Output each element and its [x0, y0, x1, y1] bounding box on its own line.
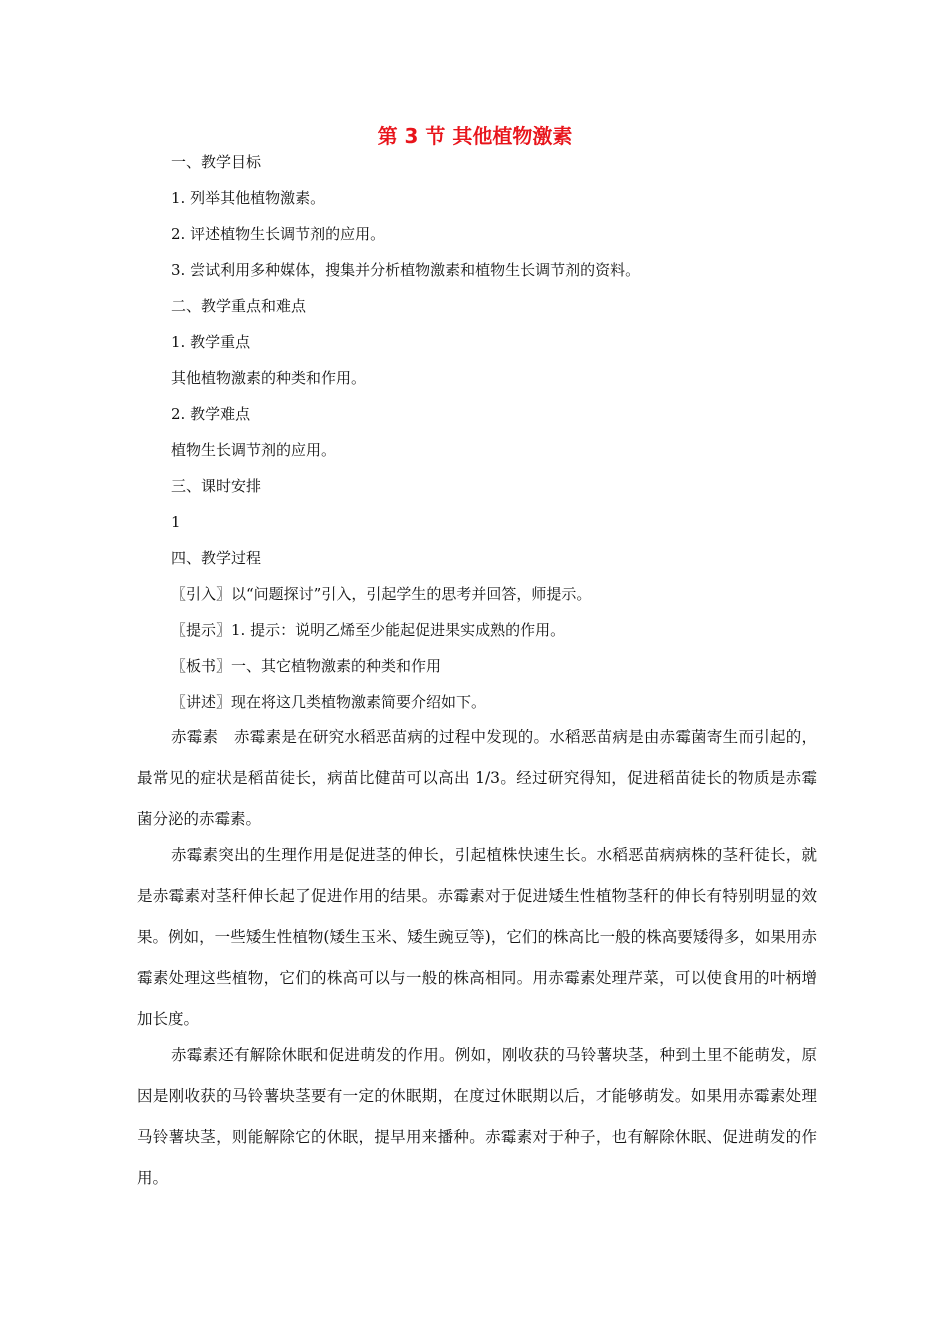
process-board: 〖板书〗一、其它植物激素的种类和作用 [171, 657, 442, 675]
section-heading-key-points: 二、教学重点和难点 [171, 297, 307, 315]
document-title: 第 3 节 其他植物激素 [377, 124, 573, 148]
process-hint: 〖提示〗1. 提示：说明乙烯至少能起促进果实成熟的作用。 [171, 621, 566, 639]
section-heading-objectives: 一、教学目标 [171, 153, 262, 171]
objective-item-2: 2. 评述植物生长调节剂的应用。 [171, 225, 386, 243]
subheading-key-point: 1. 教学重点 [171, 333, 251, 351]
process-lecture: 〖讲述〗现在将这几类植物激素简要介绍如下。 [171, 693, 487, 711]
subheading-difficulty: 2. 教学难点 [171, 405, 251, 423]
difficulty-text: 植物生长调节剂的应用。 [171, 441, 337, 459]
key-point-text: 其他植物激素的种类和作用。 [171, 369, 367, 387]
objective-item-1: 1. 列举其他植物激素。 [171, 189, 326, 207]
schedule-value: 1 [171, 513, 181, 531]
paragraph-gibberellin-stem: 赤霉素突出的生理作用是促进茎的伸长，引起植株快速生长。水稻恶苗病病株的茎秆徒长，就是赤霉素对茎秆伸长起了促进作用的结果。赤霉素对于促进矮生性植物茎秆的伸长有特别明显的效果。例如，一些矮生性植物(矮生玉米、矮生豌豆等)，它们的株高比一般的株高要矮得多，如果用赤霉素处理这些植物，它们的株高可以与一般的株高相同。用赤霉素处理芹菜，可以使食用的叶柄增加长度。 [137, 846, 817, 1028]
paragraph-gibberellin-discovery: 赤霉素 赤霉素是在研究水稻恶苗病的过程中发现的。水稻恶苗病是由赤霉菌寄生而引起的，最常见的症状是稻苗徒长，病苗比健苗可以高出 1/3。经过研究得知，促进稻苗徒长的物质是赤霉菌分泌的赤霉素。 [137, 728, 817, 828]
objective-item-3: 3. 尝试利用多种媒体，搜集并分析植物激素和植物生长调节剂的资料。 [171, 261, 641, 279]
section-heading-process: 四、教学过程 [171, 549, 262, 567]
process-intro: 〖引入〗以“问题探讨”引入，引起学生的思考并回答，师提示。 [171, 585, 592, 603]
paragraph-gibberellin-dormancy: 赤霉素还有解除休眠和促进萌发的作用。例如，刚收获的马铃薯块茎，种到土里不能萌发，原因是刚收获的马铃薯块茎要有一定的休眠期，在度过休眠期以后，才能够萌发。如果用赤霉素处理马铃薯块茎，则能解除它的休眠，提早用来播种。赤霉素对于种子，也有解除休眠、促进萌发的作用。 [137, 1046, 817, 1187]
section-heading-schedule: 三、课时安排 [171, 477, 262, 495]
